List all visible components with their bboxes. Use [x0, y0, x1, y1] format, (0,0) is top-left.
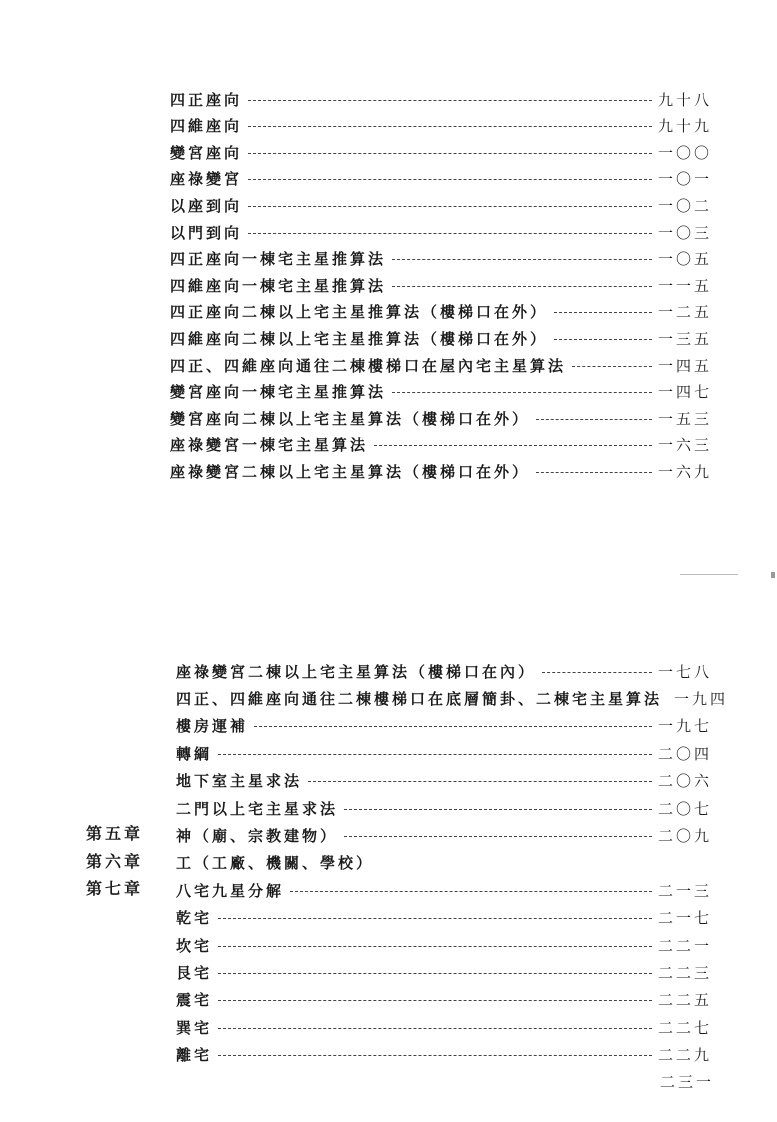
entry-title: 四維座向二棟以上宅主星推算法（樓梯口在外）: [170, 329, 549, 348]
entry-page: 一四五: [657, 356, 712, 375]
entry-page: 一五三: [657, 409, 712, 428]
entry-page: 二二九: [657, 1046, 712, 1065]
entry-title: 地下室主星求法: [176, 772, 303, 791]
dot-leader: [248, 233, 652, 234]
dot-leader: [308, 781, 652, 782]
toc-entry[interactable]: [170, 301, 712, 323]
toc-entry[interactable]: [170, 221, 712, 243]
entry-title: 乾宅: [176, 909, 213, 928]
toc-entry[interactable]: [170, 460, 712, 482]
dot-leader: [218, 754, 652, 755]
dot-leader: [536, 472, 652, 473]
entry-page: 二一三: [657, 881, 712, 900]
entry-page: 二〇九: [657, 826, 712, 845]
toc-entry[interactable]: [170, 381, 712, 403]
dot-leader: [218, 1055, 652, 1056]
entry-page: 二〇六: [657, 772, 712, 791]
dot-leader: [218, 973, 652, 974]
entry-title: 四正、四維座向通往二棟樓梯口在底層簡卦、二棟宅主星算法: [176, 689, 663, 708]
entry-page: 一一五: [657, 276, 712, 295]
entry-page: 一二五: [657, 303, 712, 322]
entry-page: 一六三: [657, 436, 712, 455]
toc-entry[interactable]: [176, 879, 712, 901]
toc-entry[interactable]: [170, 168, 712, 190]
toc-entry[interactable]: [170, 274, 712, 296]
entry-title: 艮宅: [176, 963, 213, 982]
dot-leader: [554, 312, 652, 313]
entry-title: 以座到向: [170, 196, 243, 215]
entry-page: 一〇〇: [657, 143, 712, 162]
entry-page: 二〇四: [657, 744, 712, 763]
entry-page: 一九四: [674, 689, 729, 708]
dot-leader: [536, 419, 652, 420]
dot-leader: [248, 179, 652, 180]
toc-entry[interactable]: [176, 907, 712, 929]
entry-title: 座祿變宮: [170, 170, 243, 189]
toc-entry[interactable]: [170, 115, 712, 137]
toc-entry[interactable]: [176, 934, 712, 956]
entry-page: 一六九: [657, 462, 712, 481]
entry-page: 二二一: [657, 936, 712, 955]
dot-leader: [254, 726, 652, 727]
entry-page: 一〇二: [657, 196, 712, 215]
entry-page: 一〇一: [657, 170, 712, 189]
entry-title: 座祿變宮一棟宅主星算法: [170, 436, 369, 455]
toc-entry[interactable]: [176, 1044, 712, 1066]
entry-title: 以門到向: [170, 223, 243, 242]
entry-title: 神（廟、宗教建物）: [176, 826, 339, 845]
entry-title: 四維座向一棟宅主星推算法: [170, 276, 387, 295]
entry-title: 變宮座向二棟以上宅主星算法（樓梯口在外）: [170, 409, 531, 428]
dot-leader: [248, 153, 652, 154]
entry-page: 一〇三: [657, 223, 712, 242]
toc-entry[interactable]: [170, 88, 712, 110]
entry-title: 二門以上宅主星求法: [176, 799, 339, 818]
dot-leader: [392, 286, 652, 287]
toc-entry[interactable]: [176, 797, 712, 819]
toc-entry[interactable]: [170, 434, 712, 456]
entry-title: 樓房運補: [176, 717, 249, 736]
dot-leader: [218, 946, 652, 947]
entry-title: 坎宅: [176, 936, 213, 955]
dot-leader: [248, 100, 652, 101]
toc-entry[interactable]: [176, 687, 729, 709]
entry-title: 轉綱: [176, 744, 213, 763]
toc-entry[interactable]: [176, 852, 712, 874]
dot-leader: [374, 445, 652, 446]
entry-title: 工（工廠、機關、學校）: [176, 854, 375, 873]
entry-page: 一七八: [657, 662, 712, 681]
entry-title: 四正座向二棟以上宅主星推算法（樓梯口在外）: [170, 303, 549, 322]
toc-entry[interactable]: [176, 1016, 712, 1038]
entry-title: 離宅: [176, 1046, 213, 1065]
entry-page: 一〇五: [657, 250, 712, 269]
entry-title: 八宅九星分解: [176, 881, 285, 900]
entry-title: 震宅: [176, 991, 213, 1010]
entry-title: 四維座向: [170, 117, 243, 136]
dot-leader: [344, 809, 652, 810]
entry-page: 二〇七: [657, 799, 712, 818]
chapter-six-heading: 第六章: [86, 851, 144, 871]
toc-entry[interactable]: [176, 715, 712, 737]
chapter-five-heading: 第五章: [86, 824, 144, 844]
toc-entry[interactable]: [176, 824, 712, 846]
toc-entry[interactable]: [170, 141, 712, 163]
entry-page: 一九七: [657, 717, 712, 736]
toc-entry[interactable]: [176, 989, 712, 1011]
toc-entry[interactable]: [170, 407, 712, 429]
extra-page-number: 二三一: [660, 1073, 715, 1091]
entry-page: 二一七: [657, 909, 712, 928]
toc-entry[interactable]: [170, 327, 712, 349]
entry-title: 座祿變宮二棟以上宅主星算法（樓梯口在內）: [176, 662, 537, 681]
dot-leader: [248, 126, 652, 127]
entry-page: 二二七: [657, 1018, 712, 1037]
toc-entry[interactable]: [176, 742, 712, 764]
toc-entry[interactable]: [170, 194, 712, 216]
entry-title: 四正、四維座向通往二棟樓梯口在屋內宅主星算法: [170, 356, 567, 375]
dot-leader: [572, 366, 652, 367]
entry-page: 二二五: [657, 991, 712, 1010]
toc-entry[interactable]: [170, 354, 712, 376]
dot-leader: [218, 918, 652, 919]
dot-leader: [392, 259, 652, 260]
toc-entry[interactable]: [176, 770, 712, 792]
horizontal-divider: [680, 574, 738, 575]
entry-page: 一四七: [657, 383, 712, 402]
toc-entry[interactable]: [176, 961, 712, 983]
dot-leader: [344, 836, 652, 837]
entry-title: 座祿變宮二棟以上宅主星算法（樓梯口在外）: [170, 462, 531, 481]
entry-page: 一三五: [657, 329, 712, 348]
dot-leader: [290, 891, 652, 892]
entry-title: 四正座向一棟宅主星推算法: [170, 250, 387, 269]
dot-leader: [392, 392, 652, 393]
entry-title: 變宮座向: [170, 143, 243, 162]
toc-entry[interactable]: [176, 660, 712, 682]
entry-title: 巽宅: [176, 1018, 213, 1037]
entry-title: 變宮座向一棟宅主星推算法: [170, 383, 387, 402]
dot-leader: [218, 1000, 652, 1001]
entry-page: 九十八: [657, 90, 712, 109]
toc-entry[interactable]: [170, 248, 712, 270]
dot-leader: [218, 1028, 652, 1029]
entry-page: 九十九: [657, 117, 712, 136]
entry-page: 二二三: [657, 963, 712, 982]
dot-leader: [542, 672, 652, 673]
entry-title: 四正座向: [170, 90, 243, 109]
chapter-seven-heading: 第七章: [86, 879, 144, 899]
dot-leader: [248, 206, 652, 207]
edge-mark: [771, 572, 775, 578]
dot-leader: [554, 339, 652, 340]
